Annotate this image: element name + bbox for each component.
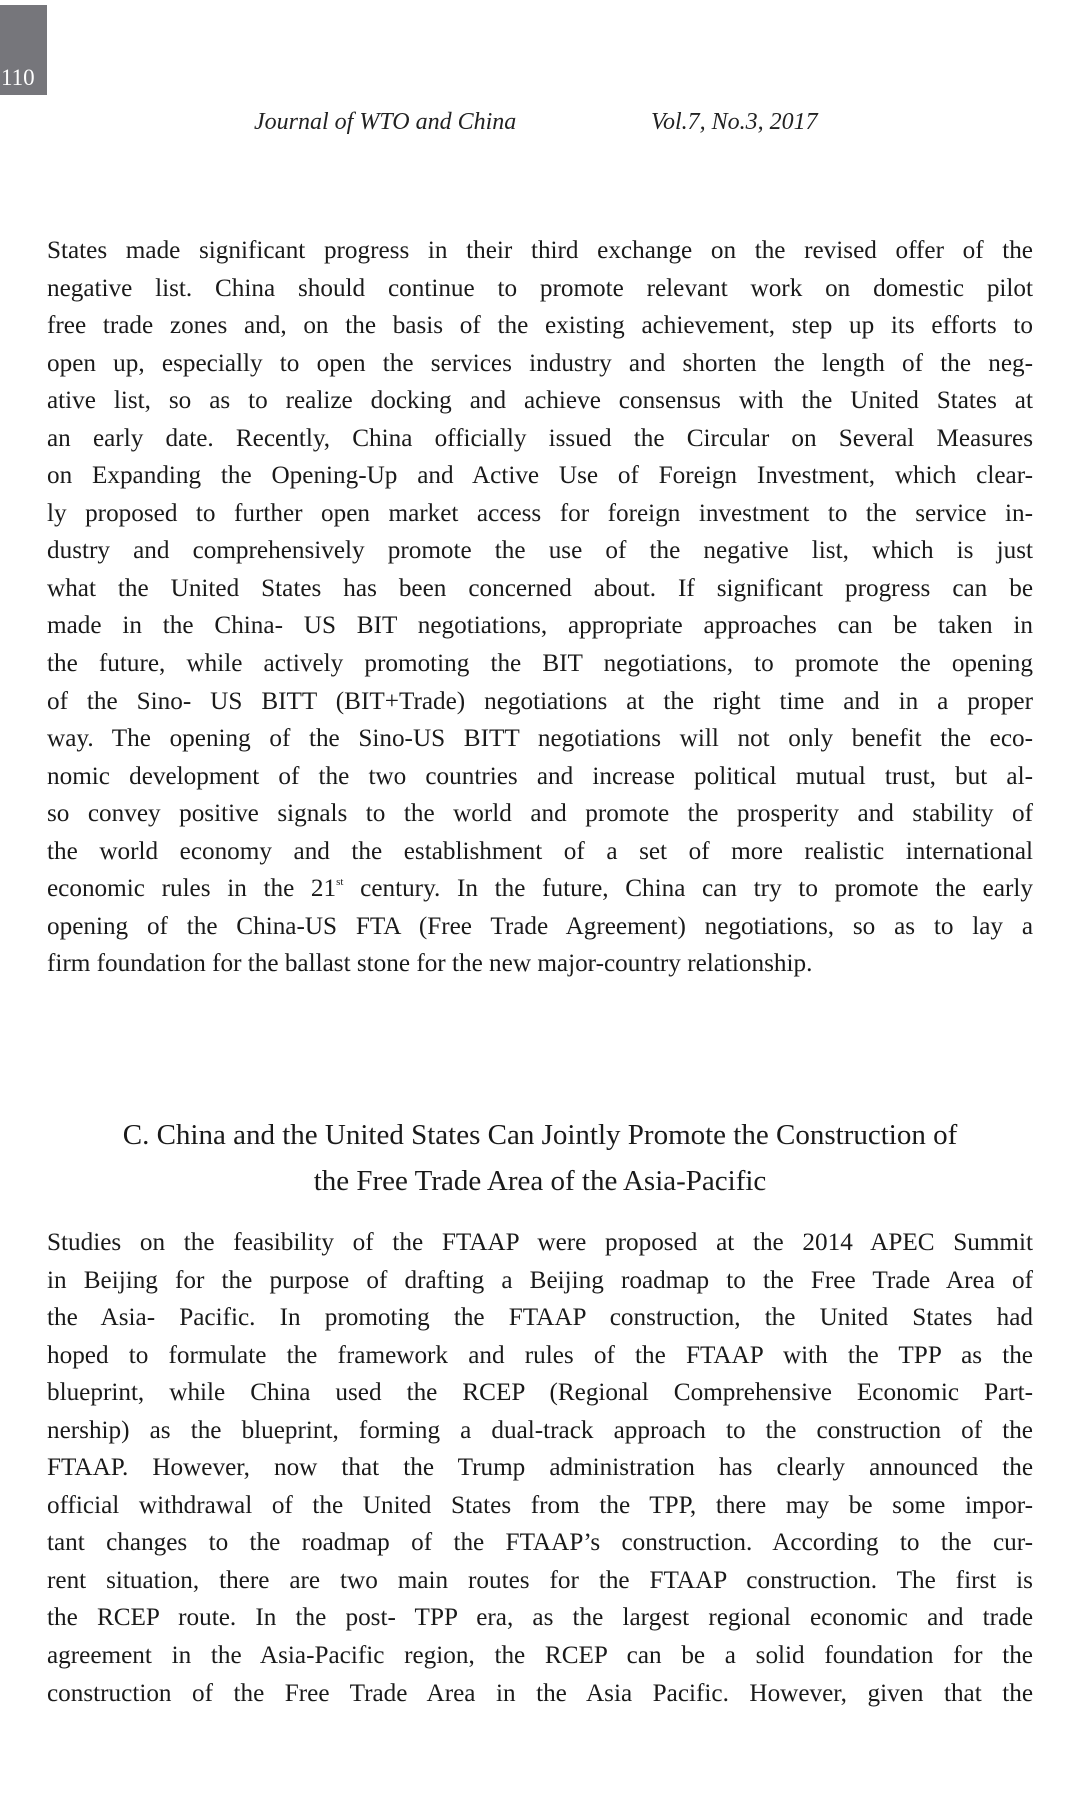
text-line: construction of the Free Trade Area in the Asia Pacific. However, given that the <box>47 1679 1033 1707</box>
text-line: dustry and comprehensively promote the use of the negative list, which is just <box>47 537 1033 565</box>
text-line: tant changes to the roadmap of the FTAAP’s construction. According to the cur- <box>47 1529 1033 1557</box>
ordinal-superscript: st <box>336 876 344 889</box>
text-line: blueprint, while China used the RCEP (Regional Comprehensive Economic Part- <box>47 1379 1033 1407</box>
text-fragment: century. In the future, China can try to promote the early <box>343 875 1033 903</box>
text-line: what the United States has been concerned about. If significant progress can be <box>47 574 1033 602</box>
text-line-with-superscript <box>47 870 1033 908</box>
text-line: the RCEP route. In the post- TPP era, as the largest regional economic and trade <box>47 1604 1033 1632</box>
section-heading-line: the Free Trade Area of the Asia-Pacific <box>313 1165 767 1197</box>
text-line: an early date. Recently, China officially issued the Circular on Several Measures <box>47 424 1033 452</box>
paragraph-2 <box>47 1224 1033 1712</box>
text-line: the Asia- Pacific. In promoting the FTAAP construction, the United States had <box>47 1304 1033 1332</box>
text-line: in Beijing for the purpose of drafting a Beijing roadmap to the Free Trade Area of <box>47 1266 1033 1294</box>
text-line: nership) as the blueprint, forming a dual-track approach to the construction of the <box>47 1416 1033 1444</box>
text-fragment: economic rules in the 21 <box>47 875 337 903</box>
text-line: open up, especially to open the services industry and shorten the length of the neg- <box>47 349 1033 377</box>
text-line: nomic development of the two countries and increase political mutual trust, but al- <box>47 762 1033 790</box>
text-line: the world economy and the establishment of a set of more realistic international <box>47 837 1033 865</box>
section-heading-line: C. China and the United States Can Jointly Promote the Construction of <box>122 1119 958 1151</box>
text-line: on Expanding the Opening-Up and Active Use of Foreign Investment, which clear- <box>47 462 1033 490</box>
section-heading <box>47 1112 1033 1204</box>
text-line: rent situation, there are two main routes for the FTAAP construction. The first is <box>47 1566 1033 1594</box>
text-line: way. The opening of the Sino-US BITT negotiations will not only benefit the eco- <box>47 725 1033 753</box>
text-line: Studies on the feasibility of the FTAAP were proposed at the 2014 APEC Summit <box>47 1229 1033 1256</box>
text-line: so convey positive signals to the world and promote the prosperity and stability of <box>47 800 1033 828</box>
text-line: agreement in the Asia-Pacific region, the RCEP can be a solid foundation for the <box>47 1642 1033 1670</box>
text-line: FTAAP. However, now that the Trump administration has clearly announced the <box>47 1454 1033 1482</box>
text-line: hoped to formulate the framework and rules of the FTAAP with the TPP as the <box>47 1341 1033 1369</box>
text-line: opening of the China-US FTA (Free Trade Agreement) negotiations, so as to lay a <box>47 912 1033 940</box>
text-line: made in the China- US BIT negotiations, appropriate approaches can be taken in <box>47 612 1033 640</box>
page-number: 110 <box>1 65 35 90</box>
text-line: States made significant progress in their third exchange on the revised offer of the <box>47 237 1033 264</box>
text-line: firm foundation for the ballast stone for the new major-country relationship. <box>47 950 813 978</box>
page-number-tab <box>0 5 47 95</box>
text-line: the future, while actively promoting the BIT negotiations, to promote the opening <box>47 650 1033 678</box>
text-line: free trade zones and, on the basis of the existing achievement, step up its efforts to <box>47 312 1033 340</box>
text-line: ly proposed to further open market access for foreign investment to the service in- <box>47 499 1033 527</box>
text-line: official withdrawal of the United States from the TPP, there may be some impor- <box>47 1491 1033 1519</box>
text-line: ative list, so as to realize docking and achieve consensus with the United States at <box>47 387 1033 415</box>
running-head-volume: Vol.7, No.3, 2017 <box>651 109 818 135</box>
running-head-journal: Journal of WTO and China <box>254 109 517 135</box>
paragraph-1 <box>47 232 1033 983</box>
text-line: negative list. China should continue to promote relevant work on domestic pilot <box>47 274 1033 302</box>
text-line: of the Sino- US BITT (BIT+Trade) negotiations at the right time and in a proper <box>47 687 1033 715</box>
